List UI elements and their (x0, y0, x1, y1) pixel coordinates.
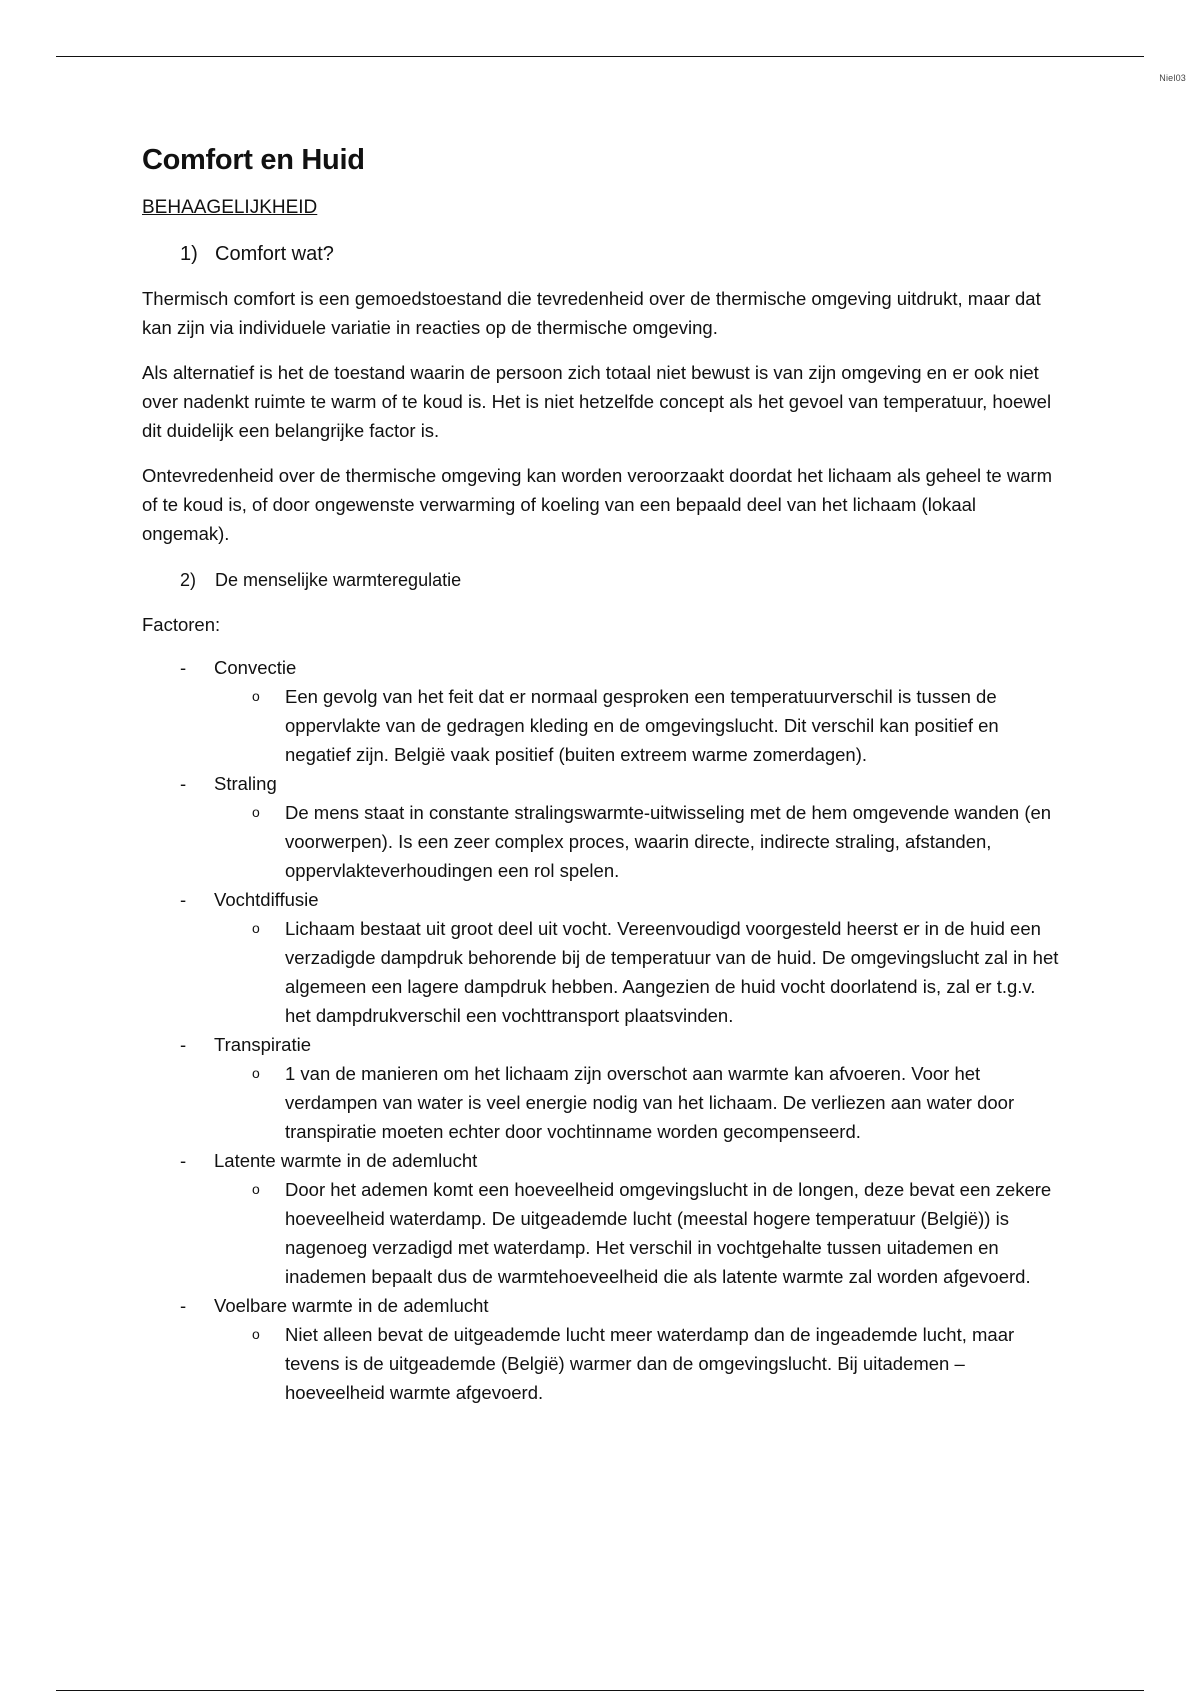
header-code: Niel03 (1159, 73, 1186, 83)
factor-name: Voelbare warmte in de ademlucht (214, 1295, 489, 1316)
list-item (142, 769, 1062, 885)
factor-name: Vochtdiffusie (214, 889, 319, 910)
footer-rule (56, 1690, 1144, 1691)
document-body (142, 140, 1062, 1407)
dash-bullet: - (180, 1034, 187, 1055)
circle-bullet-icon: o (252, 1326, 260, 1342)
paragraph: Ontevredenheid over de thermische omgeving kan worden veroorzaakt doordat het lichaam als geheel te warm of te koud is, of door ongewenste verwarming of koeling van een bepaald deel van het lichaam (lokaal ongemak). (142, 465, 1053, 544)
factor-detail: 1 van de manieren om het lichaam zijn overschot aan warmte kan afvoeren. Voor het verdampen van water is veel energie nodig van het lichaam. De verliezen aan water door transpiratie moeten echter door vochtinname worden gecompenseerd. (285, 1063, 1015, 1142)
paragraph: Thermisch comfort is een gemoedstoestand die tevredenheid over de thermische omgeving uitdrukt, maar dat kan zijn via individuele variatie in reacties op de thermische omgeving. (142, 288, 1041, 338)
numbered-item-number: 1) (180, 243, 198, 265)
dash-bullet: - (180, 1295, 187, 1316)
circle-bullet-icon: o (252, 1065, 260, 1081)
header-rule (56, 56, 1144, 57)
numbered-item-2 (180, 566, 1062, 594)
page-title: Comfort en Huid (142, 144, 365, 176)
circle-bullet-icon: o (252, 920, 260, 936)
factor-detail: Lichaam bestaat uit groot deel uit vocht. Vereenvoudigd voorgesteld heerst er in de huid een verzadigde dampdruk behorende bij de temperatuur van de huid. De omgevingslucht zal in het algemeen een lagere dampdruk hebben. Aangezien de huid vocht doorlatend is, zal er t.g.v. het dampdrukverschil een vochttransport plaatsvinden. (285, 918, 1059, 1026)
circle-bullet-icon: o (252, 1181, 260, 1197)
factor-detail: Door het ademen komt een hoeveelheid omgevingslucht in de longen, deze bevat een zekere hoeveelheid waterdamp. De uitgeademde lucht (meestal hogere temperatuur (België)) is nagenoeg verzadigd met waterdamp. Het verschil in vochtgehalte tussen uitademen en inademen bepaalt dus de warmtehoeveelheid die als latente warmte zal worden afgevoerd. (285, 1179, 1052, 1287)
circle-bullet-icon: o (252, 804, 260, 820)
numbered-item-number: 2) (180, 570, 197, 590)
factor-detail: Een gevolg van het feit dat er normaal gesproken een temperatuurverschil is tussen de oppervlakte van de gedragen kleding en de omgevingslucht. Dit verschil kan positief en negatief zijn. België vaak positief (buiten extreem warme zomerdagen). (285, 686, 999, 765)
factor-name: Straling (214, 773, 277, 794)
paragraph: Als alternatief is het de toestand waarin de persoon zich totaal niet bewust is van zijn omgeving en er ook niet over nadenkt ruimte te warm of te koud is. Het is niet hetzelfde concept als het gevoel van temperatuur, hoewel dit duidelijk een belangrijke factor is. (142, 362, 1052, 441)
section-heading: BEHAAGELIJKHEID (142, 197, 318, 218)
list-item (142, 1291, 1062, 1407)
factor-detail: Niet alleen bevat de uitgeademde lucht meer waterdamp dan de ingeademde lucht, maar tevens is de uitgeademde (België) warmer dan de omgevingslucht. Bij uitademen – hoeveelheid warmte afgevoerd. (285, 1324, 1015, 1403)
circle-bullet-icon: o (252, 688, 260, 704)
factor-name: Transpiratie (214, 1034, 311, 1055)
factor-detail: De mens staat in constante stralingswarmte-uitwisseling met de hem omgevende wanden (en voorwerpen). Is een zeer complex proces, waarin directe, indirecte straling, afstanden, oppervlakteverhoudingen een rol spelen. (285, 802, 1052, 881)
dash-bullet: - (180, 773, 187, 794)
factor-list (142, 653, 1062, 1407)
numbered-item-1 (180, 240, 1062, 268)
factor-name: Latente warmte in de ademlucht (214, 1150, 478, 1171)
numbered-item-label: Comfort wat? (215, 243, 334, 265)
dash-bullet: - (180, 889, 187, 910)
list-item (142, 885, 1062, 1030)
factors-label: Factoren: (142, 614, 221, 635)
list-item (142, 653, 1062, 769)
numbered-item-label: De menselijke warmteregulatie (215, 570, 462, 590)
factor-name: Convectie (214, 657, 297, 678)
list-item (142, 1030, 1062, 1146)
dash-bullet: - (180, 657, 187, 678)
list-item (142, 1146, 1062, 1291)
dash-bullet: - (180, 1150, 187, 1171)
